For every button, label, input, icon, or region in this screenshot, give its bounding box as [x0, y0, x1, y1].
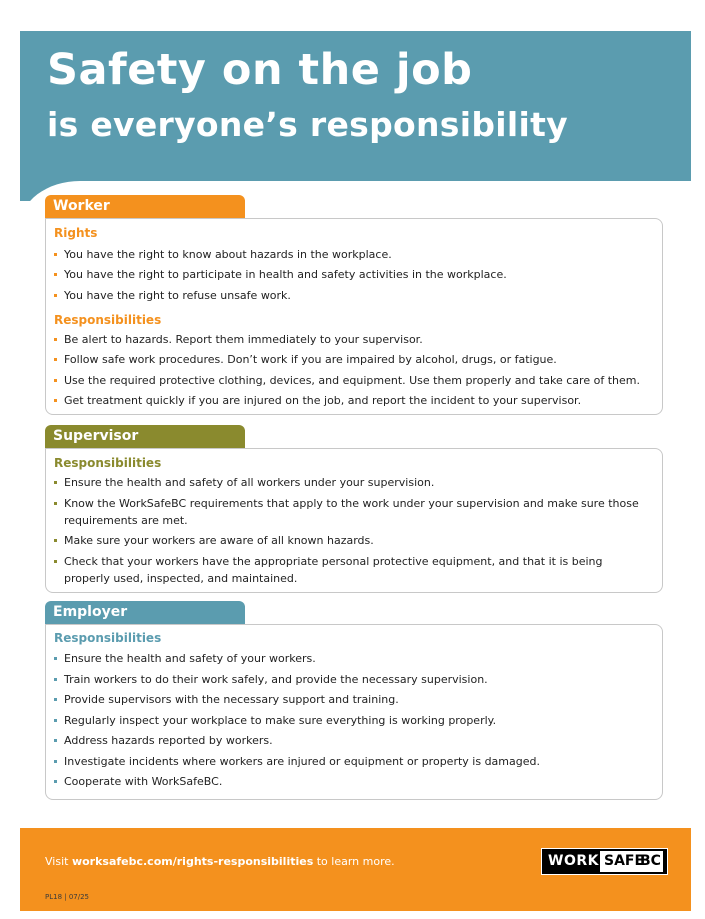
list-item: Follow safe work procedures. Don’t work if you are impaired by alcohol, drugs, or fatigue.	[54, 351, 649, 368]
worksafebc-logo: WORK SAFE BC	[541, 848, 668, 875]
list-item: Know the WorkSafeBC requirements that apply to the work under your supervision and make sure those requirements are met.	[54, 495, 649, 529]
page-subtitle: is everyone’s responsibility	[47, 105, 568, 144]
list-item: Address hazards reported by workers.	[54, 732, 649, 749]
list-item: Ensure the health and safety of your workers.	[54, 650, 649, 667]
header-banner	[20, 31, 691, 201]
supervisor-resp-heading: Responsibilities	[54, 456, 162, 470]
employer-resp-heading: Responsibilities	[54, 631, 162, 645]
list-item: Get treatment quickly if you are injured on the job, and report the incident to your supervisor.	[54, 392, 649, 409]
list-item: Provide supervisors with the necessary support and training.	[54, 691, 649, 708]
list-item: Investigate incidents where workers are injured or equipment or property is damaged.	[54, 753, 649, 770]
visit-text: Visit worksafebc.com/rights-responsibilities to learn more.	[45, 855, 395, 868]
list-item: Be alert to hazards. Report them immediately to your supervisor.	[54, 331, 649, 348]
page-title: Safety on the job	[47, 45, 473, 95]
supervisor-tab: Supervisor	[45, 425, 245, 448]
list-item: Use the required protective clothing, devices, and equipment. Use them properly and take care of them.	[54, 372, 649, 389]
supervisor-box	[45, 448, 663, 593]
list-item: You have the right to refuse unsafe work.	[54, 287, 649, 304]
list-item: Check that your workers have the appropriate personal protective equipment, and that it is being properly used, inspected, and maintained.	[54, 553, 649, 587]
worker-box	[45, 218, 663, 415]
list-item: Make sure your workers are aware of all known hazards.	[54, 532, 649, 549]
worker-rights-heading: Rights	[54, 226, 98, 240]
website-link[interactable]: worksafebc.com/rights-responsibilities	[71, 855, 314, 868]
list-item: Regularly inspect your workplace to make sure everything is working properly.	[54, 712, 649, 729]
list-item: You have the right to know about hazards in the workplace.	[54, 246, 649, 263]
document-code: PL18 | 07/25	[45, 893, 90, 901]
employer-box	[45, 624, 663, 800]
worker-tab: Worker	[45, 195, 245, 218]
list-item: You have the right to participate in health and safety activities in the workplace.	[54, 266, 649, 283]
footer-bar	[20, 828, 691, 911]
employer-tab: Employer	[45, 601, 245, 624]
list-item: Cooperate with WorkSafeBC.	[54, 773, 649, 790]
list-item: Ensure the health and safety of all workers under your supervision.	[54, 474, 649, 491]
poster-page	[20, 31, 691, 911]
list-item: Train workers to do their work safely, and provide the necessary supervision.	[54, 671, 649, 688]
worker-resp-heading: Responsibilities	[54, 313, 162, 327]
